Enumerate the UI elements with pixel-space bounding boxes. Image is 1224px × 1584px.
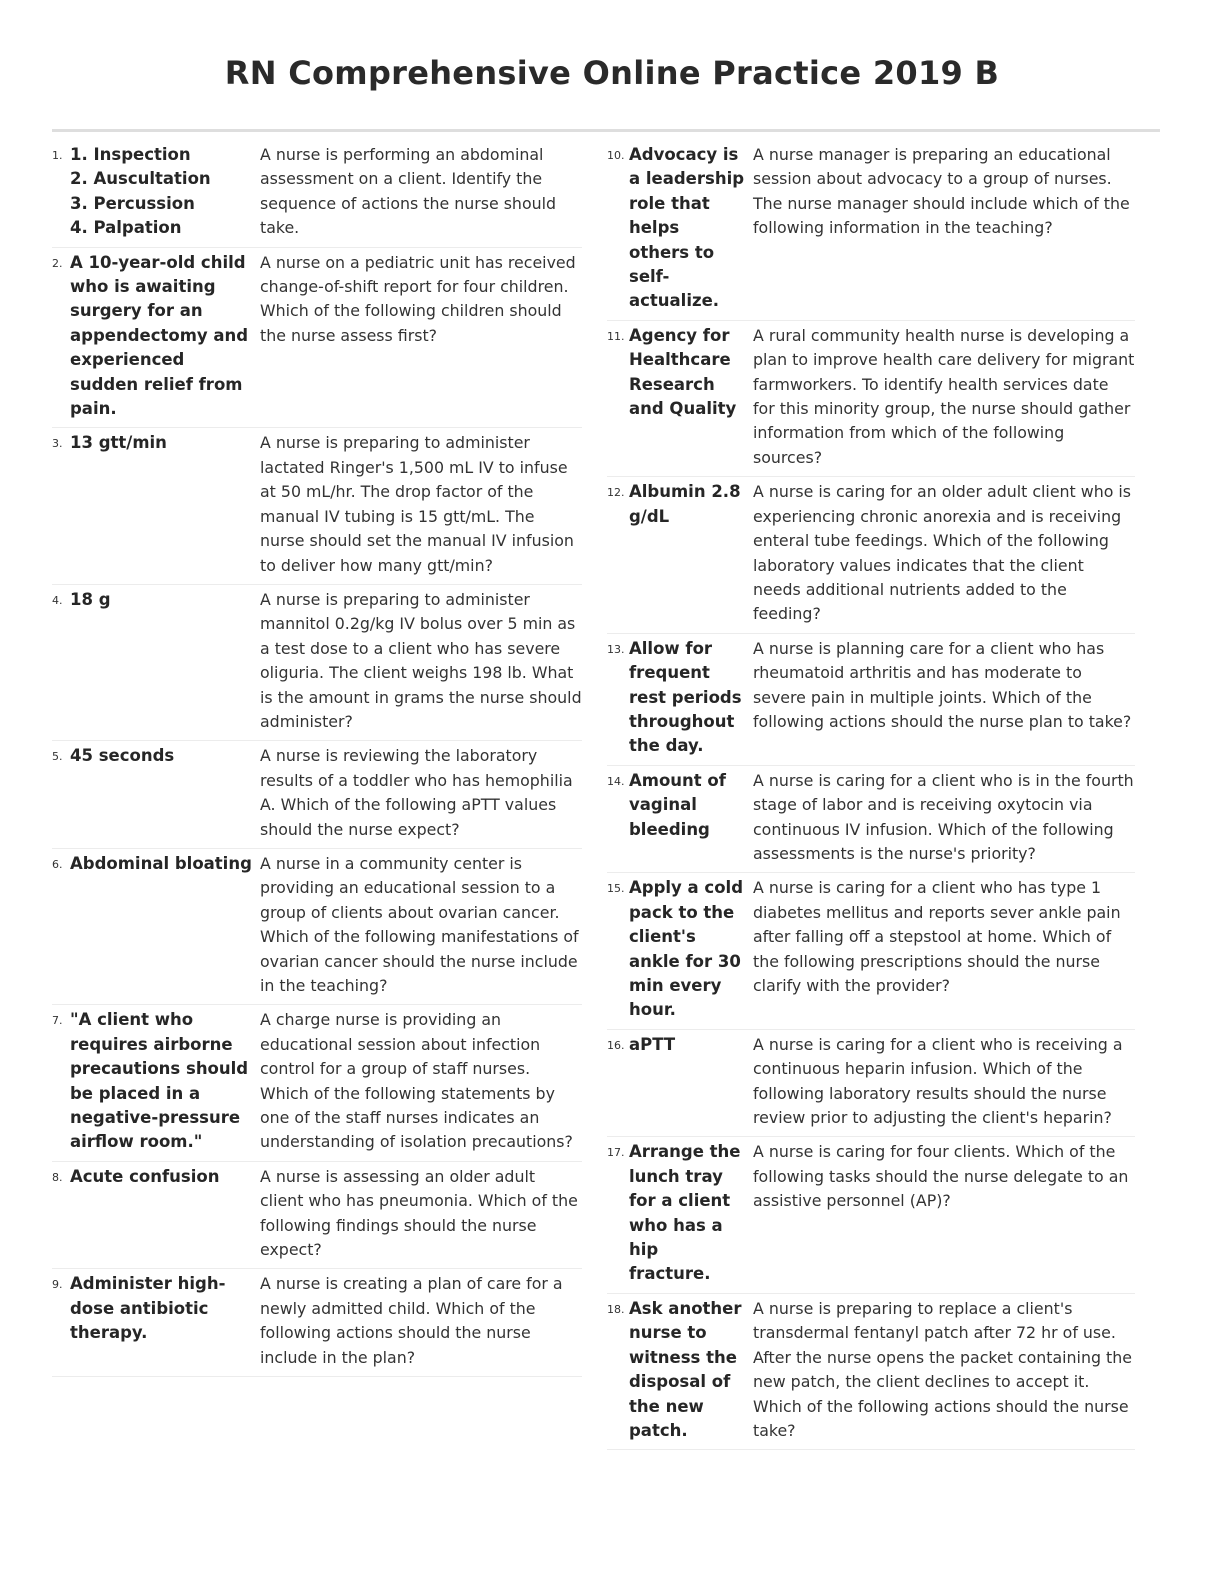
answer-cell [52, 744, 260, 842]
flashcard-row [607, 634, 1135, 766]
flashcard-row [52, 428, 582, 584]
question-text: A nurse is assessing an older adult client who has pneumonia. Which of the following findings should the nurse expect? [260, 1166, 578, 1260]
answer-text: Ask another nurse to witness the disposal of the new patch. [629, 1298, 742, 1440]
answer-text: Amount of vaginal bleeding [629, 770, 726, 839]
question-text: A nurse is caring for a client who is receiving a continuous heparin infusion. Which of the following laboratory results should the nurse review prior to adjusting the client's heparin? [753, 1034, 1123, 1128]
answer-cell [607, 324, 753, 470]
card-number: 10. [607, 149, 625, 162]
answer-cell [52, 431, 260, 577]
card-number: 6. [52, 857, 63, 871]
answer-cell [52, 1165, 260, 1263]
answer-text: "A client who requires airborne precautions should be placed in a negative-pressure airflow room." [70, 1010, 249, 1152]
flashcard-row [607, 766, 1135, 874]
answer-text: 13 gtt/min [70, 433, 167, 453]
answer-text: aPTT [629, 1034, 676, 1054]
card-number: 13. [607, 642, 625, 656]
question-text: A nurse is caring for a client who has type 1 diabetes mellitus and reports sever ankle pain after falling off a stepstool at home. Which of the following prescriptions should the nurse clarify with the provider? [753, 878, 1121, 995]
flashcard-row [607, 1030, 1135, 1138]
card-number: 4. [52, 593, 63, 607]
answer-cell [52, 1008, 260, 1154]
answer-cell [607, 143, 753, 314]
answer-text: Albumin 2.8 g/dL [629, 482, 741, 526]
left-column [52, 140, 582, 1377]
answer-text: 45 seconds [70, 746, 175, 766]
answer-step: 1. Inspection [70, 145, 191, 164]
question-text: A nurse manager is preparing an educational session about advocacy to a group of nurses. The nurse manager should include which of the following information in the teaching? [753, 145, 1130, 238]
answer-cell [607, 480, 753, 626]
answer-text: Advocacy is a leadership role that helps others to self-actualize. [629, 145, 745, 311]
flashcard-row [52, 140, 582, 248]
right-column [607, 140, 1135, 1450]
answer-text: A 10-year-old child who is awaiting surgery for an appendectomy and experienced sudden relief from pain. [70, 252, 249, 419]
page-title: RN Comprehensive Online Practice 2019 B [224, 54, 1000, 92]
answer-cell [52, 251, 260, 422]
card-number: 15. [607, 882, 625, 896]
card-number: 17. [607, 1146, 625, 1160]
question-text: A nurse is preparing to administer lactated Ringer's 1,500 mL IV to infuse at 50 mL/hr. The drop factor of the manual IV tubing is 15 gtt/mL. The nurse should set the manual IV infusion to deliver how many gtt/min? [260, 433, 574, 575]
answer-cell [52, 852, 260, 998]
flashcard-row [52, 248, 582, 429]
answer-text: Allow for frequent rest periods throughout the day. [629, 638, 742, 756]
answer-step: 4. Palpation [70, 218, 182, 238]
question-text: A nurse on a pediatric unit has received change-of-shift report for four children. Which of the following children should the nurse assess first? [260, 252, 576, 345]
flashcard-row [52, 741, 582, 849]
flashcard-row [52, 585, 582, 741]
card-number: 12. [607, 486, 625, 500]
answer-cell [52, 1272, 260, 1370]
card-number: 18. [607, 1302, 625, 1316]
flashcard-row [607, 321, 1135, 477]
card-number: 11. [607, 329, 625, 343]
card-number: 9. [52, 1278, 63, 1292]
flashcard-row [607, 477, 1135, 633]
question-text: A nurse is caring for a client who is in the fourth stage of labor and is receiving oxytocin via continuous IV infusion. Which of the following assessments is the nurse's priority? [753, 770, 1134, 863]
card-number: 16. [607, 1038, 625, 1052]
question-text: A nurse is preparing to replace a client's transdermal fentanyl patch after 72 hr of use. After the nurse opens the packet containing the new patch, the client declines to accept it. Which of the following actions should the nurse take? [753, 1298, 1132, 1440]
flashcard-row [607, 873, 1135, 1029]
question-text: A rural community health nurse is developing a plan to improve health care delivery for migrant farmworkers. To identify health services date for this minority group, the nurse should gather information from which of the following sources? [753, 325, 1135, 467]
answer-text [70, 143, 260, 241]
question-text: A nurse is creating a plan of care for a newly admitted child. Which of the following actions should the nurse include in the plan? [260, 1274, 563, 1367]
answer-cell [607, 1140, 753, 1286]
question-text: A nurse is performing an abdominal assessment on a client. Identify the sequence of actions the nurse should take. [260, 145, 557, 238]
question-text: A nurse is caring for four clients. Which of the following tasks should the nurse delegate to an assistive personnel (AP)? [753, 1142, 1129, 1211]
question-text: A nurse in a community center is providing an educational session to a group of clients about ovarian cancer. Which of the following manifestations of ovarian cancer should the nurse include in the teaching? [260, 853, 579, 995]
answer-cell [607, 769, 753, 867]
card-number: 14. [607, 774, 625, 788]
card-number: 8. [52, 1170, 63, 1184]
flashcard-row [52, 1162, 582, 1270]
flashcard-row [52, 849, 582, 1005]
answer-text: Acute confusion [70, 1166, 220, 1186]
question-text: A nurse is caring for an older adult client who is experiencing chronic anorexia and is receiving enteral tube feedings. Which of the following laboratory values indicates that the client needs additional nutrients added to the feeding? [753, 482, 1132, 624]
flashcard-row [607, 1137, 1135, 1293]
answer-cell [607, 637, 753, 759]
answer-cell [52, 588, 260, 734]
card-number: 2. [52, 256, 63, 270]
answer-text: Abdominal bloating [70, 853, 252, 873]
card-number: 3. [52, 437, 63, 451]
answer-text: Apply a cold pack to the client's ankle for 30 min every hour. [629, 878, 744, 1020]
answer-cell [607, 1033, 753, 1131]
title-divider [52, 129, 1160, 132]
answer-text: 18 g [70, 589, 111, 609]
answer-cell [607, 1297, 753, 1443]
answer-text: Arrange the lunch tray for a client who has a hip fracture. [629, 1142, 741, 1284]
card-number: 1. [52, 149, 63, 162]
question-text: A charge nurse is providing an educational session about infection control for a group of staff nurses. Which of the following statements by one of the staff nurses indicates an understanding of isolation precautions? [260, 1010, 573, 1152]
flashcard-row [52, 1005, 582, 1161]
flashcard-row [52, 1269, 582, 1377]
flashcard-row [607, 1294, 1135, 1450]
answer-text: Agency for Healthcare Research and Quality [629, 325, 737, 419]
answer-text: Administer high-dose antibiotic therapy. [70, 1274, 226, 1343]
question-text: A nurse is planning care for a client who has rheumatoid arthritis and has moderate to severe pain in multiple joints. Which of the following actions should the nurse plan to take? [753, 638, 1132, 731]
question-text: A nurse is preparing to administer mannitol 0.2g/kg IV bolus over 5 min as a test dose to a client who has severe oliguria. The client weighs 198 lb. What is the amount in grams the nurse should administer? [260, 589, 582, 731]
card-number: 5. [52, 750, 63, 764]
question-text: A nurse is reviewing the laboratory results of a toddler who has hemophilia A. Which of the following aPTT values should the nurse expect? [260, 746, 573, 839]
answer-cell [52, 143, 260, 241]
answer-cell [607, 876, 753, 1022]
card-number: 7. [52, 1014, 63, 1028]
answer-step: 3. Percussion [70, 193, 195, 213]
flashcard-row [607, 140, 1135, 321]
answer-step: 2. Auscultation [70, 169, 211, 189]
